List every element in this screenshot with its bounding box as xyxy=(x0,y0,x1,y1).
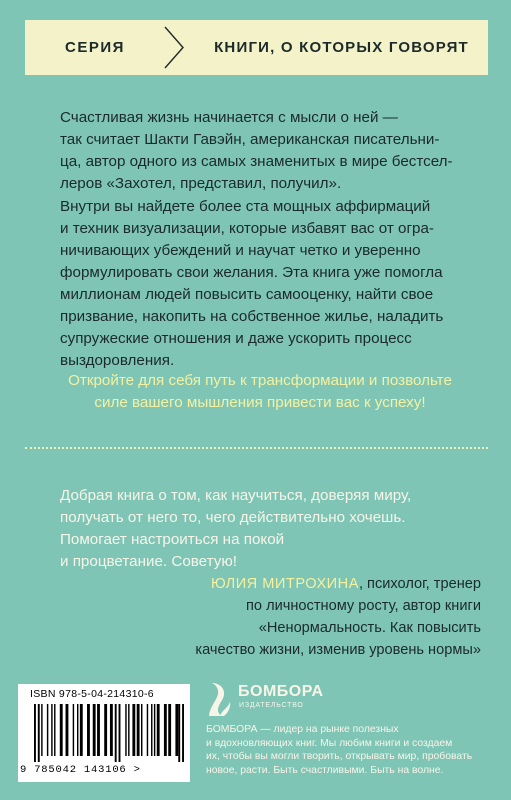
text-line: леров «Захотел, представил, получил». xyxy=(60,175,342,192)
barcode-bar xyxy=(97,704,100,756)
barcode-bar xyxy=(54,704,55,756)
text-line: выздоровления. xyxy=(60,352,175,369)
barcode-bar xyxy=(51,704,52,756)
publisher-description xyxy=(206,723,496,777)
review-quote xyxy=(60,485,480,573)
text-line: БОМБОРА — лидер на рынке полезных xyxy=(206,724,399,735)
barcode-bar xyxy=(73,704,74,756)
text-line: получать от него то, чего действительно хочешь. xyxy=(60,509,406,526)
barcode-bar xyxy=(132,704,135,756)
series-label: СЕРИЯ xyxy=(65,39,125,56)
text-line: призвание, накопить на собственное жилье, наладить xyxy=(60,308,444,325)
barcode-digits: 9 785042 143106 > xyxy=(20,764,141,776)
barcode-bar xyxy=(141,704,142,756)
description-paragraph-1 xyxy=(60,107,460,195)
barcode-bar xyxy=(125,704,126,756)
barcode-bar xyxy=(175,704,178,756)
barcode-bar xyxy=(60,704,63,756)
text-line: по личностному росту, автор книги xyxy=(246,598,481,614)
publisher-name: БОМБОРА xyxy=(238,683,324,700)
text-line: качество жизни, изменив уровень нормы» xyxy=(195,642,481,658)
review-attribution xyxy=(121,573,481,661)
text-line: Помогает настроиться на покой xyxy=(60,531,285,548)
barcode-bar xyxy=(178,704,180,762)
text-line: ничивающих убеждений и научат четко и уверенно xyxy=(60,242,421,259)
barcode-bar xyxy=(110,704,113,756)
barcode-bar xyxy=(137,704,140,756)
barcode-bar xyxy=(168,704,171,756)
barcode-bar xyxy=(87,704,90,756)
reviewer-name: ЮЛИЯ МИТРОХИНА xyxy=(211,576,359,592)
barcode-bar xyxy=(93,704,96,756)
text-line: формулировать свои желания. Эта книга уже помогла xyxy=(60,264,443,281)
publisher-subtitle: ИЗДАТЕЛЬСТВО xyxy=(239,702,304,709)
barcode-bars xyxy=(34,704,184,762)
text-line: их, чтобы вы могли творить, открывать мир, пробовать xyxy=(206,751,473,762)
bombora-logo-icon xyxy=(206,680,232,718)
barcode xyxy=(18,684,190,782)
series-banner xyxy=(25,20,488,75)
text-line: Внутри вы найдете более ста мощных аффирмаций xyxy=(60,198,431,215)
text-line: и процветание. Советую! xyxy=(60,553,237,570)
description-paragraph-2 xyxy=(60,196,460,372)
barcode-bar xyxy=(80,704,83,756)
dotted-divider xyxy=(25,447,488,449)
barcode-bar xyxy=(41,704,42,756)
attribution-first-line xyxy=(121,573,481,595)
barcode-bar xyxy=(66,704,69,756)
text-line: Добрая книга о том, как научиться, доверяя миру, xyxy=(60,487,412,504)
text-line: и вдохновляющих книг. Мы любим книги и создаем xyxy=(206,737,453,749)
barcode-bar xyxy=(157,704,160,756)
barcode-bar xyxy=(77,704,78,756)
series-name: КНИГИ, О КОТОРЫХ ГОВОРЯТ xyxy=(214,39,469,56)
barcode-bar xyxy=(34,704,36,762)
text-line: супружеские отношения и даже ускорить процесс xyxy=(60,330,412,347)
barcode-bar xyxy=(164,704,167,756)
barcode-bar xyxy=(151,704,152,756)
publisher-logo xyxy=(206,680,324,720)
barcode-bar xyxy=(147,704,148,756)
barcode-bar xyxy=(128,704,129,756)
barcode-bar xyxy=(47,704,48,756)
text-line: миллионам людей повысить самооценку, найти свое xyxy=(60,286,434,303)
reviewer-role: , психолог, тренер xyxy=(358,576,481,592)
text-line: так считает Шакти Гавэйн, американская писательни- xyxy=(60,131,440,148)
text-line: ца, автор одного из самых знаменитых в мире бестсел- xyxy=(60,153,453,170)
highlight-callout xyxy=(40,370,480,414)
barcode-bar xyxy=(154,704,155,756)
barcode-bar xyxy=(104,704,107,756)
chevron-right-icon xyxy=(157,25,187,70)
text-line: Откройте для себя путь к трансформации и позвольте xyxy=(68,372,452,389)
barcode-bar xyxy=(38,704,40,762)
text-line: силе вашего мышления привести вас к успеху! xyxy=(94,394,426,411)
barcode-bar xyxy=(119,704,121,762)
barcode-bar xyxy=(182,704,184,762)
isbn: ISBN 978-5-04-214310-6 xyxy=(30,688,154,700)
barcode-bar xyxy=(115,704,117,762)
text-line: и техник визуализации, которые избавят вас от огра- xyxy=(60,220,434,237)
text-line: новое, расти. Быть счастливыми. Быть на волне. xyxy=(206,764,444,776)
text-line: Счастливая жизнь начинается с мысли о ней — xyxy=(60,109,398,126)
text-line: «Ненормальность. Как повысить xyxy=(258,620,481,636)
